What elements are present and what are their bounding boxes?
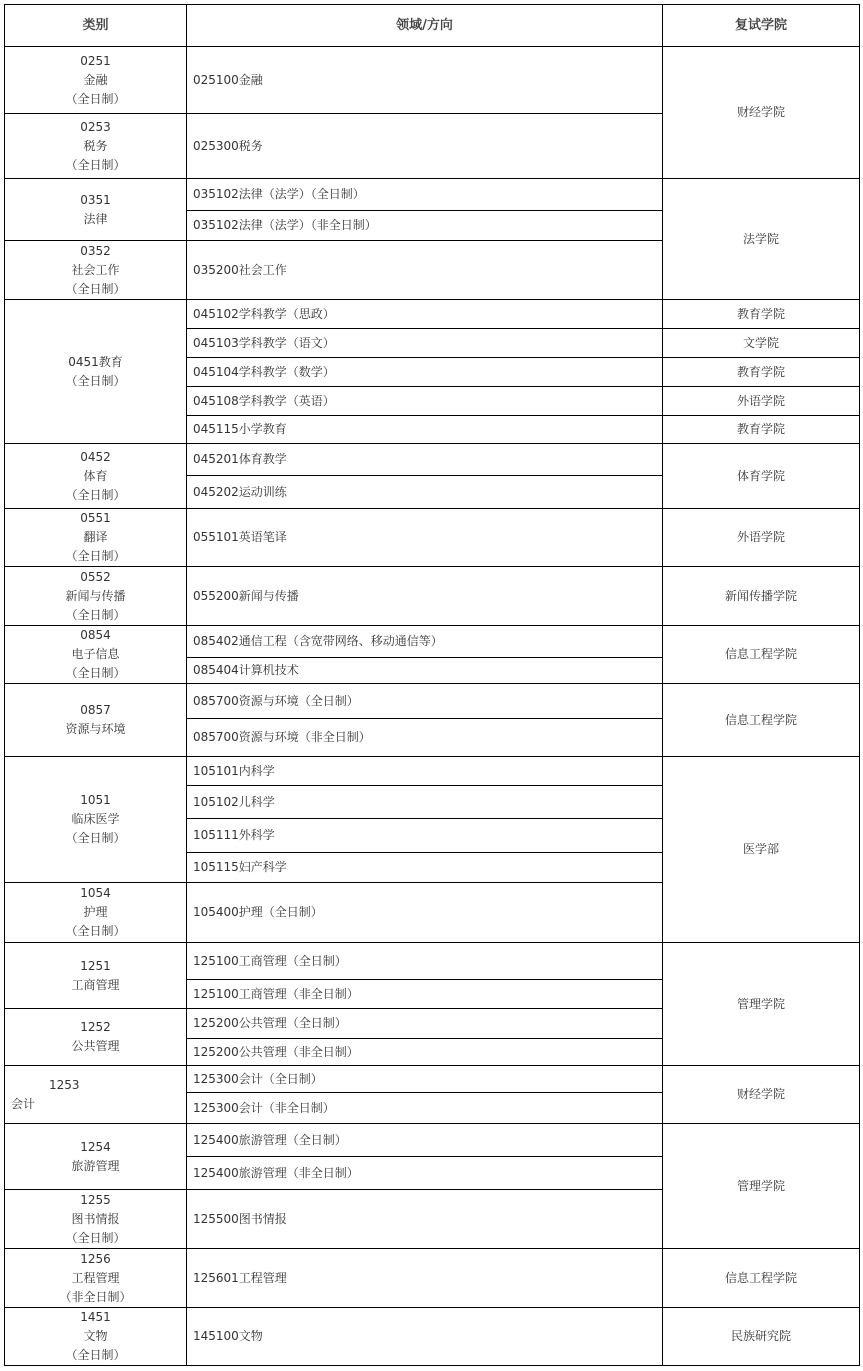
college-cell: 民族研究院 [663,1308,860,1366]
category-cell: 1251 工商管理 [5,943,187,1009]
table-row [5,444,860,476]
field-cell: 145100文物 [187,1308,663,1366]
field-cell: 035102法律（法学）（非全日制） [187,211,663,241]
college-cell: 管理学院 [663,1124,860,1249]
category-cell: 1054 护理 （全日制） [5,883,187,943]
header-category: 类别 [5,5,187,47]
field-cell: 045202运动训练 [187,476,663,509]
field-cell: 035102法律（法学）（全日制） [187,179,663,211]
field-cell: 035200社会工作 [187,241,663,300]
field-cell: 085404计算机技术 [187,658,663,684]
table-row [5,757,860,786]
college-cell: 教育学院 [663,416,860,444]
field-cell: 085700资源与环境（全日制） [187,684,663,719]
college-cell: 教育学院 [663,300,860,329]
field-cell: 025100金融 [187,47,663,114]
field-cell: 125300会计（非全日制） [187,1093,663,1124]
category-cell: 1051 临床医学 （全日制） [5,757,187,883]
category-cell: 1256 工程管理 （非全日制） [5,1249,187,1308]
header-college: 复试学院 [663,5,860,47]
field-cell: 085700资源与环境（非全日制） [187,719,663,757]
category-cell: 0352 社会工作 （全日制） [5,241,187,300]
category-cell: 0551 翻译 （全日制） [5,509,187,567]
field-cell: 125601工程管理 [187,1249,663,1308]
header-field: 领域/方向 [187,5,663,47]
table-row [5,47,860,114]
field-cell: 045201体育教学 [187,444,663,476]
field-cell: 105102儿科学 [187,786,663,819]
category-cell: 0451教育 （全日制） [5,300,187,444]
category-cell: 0351 法律 [5,179,187,241]
field-cell: 125500图书情报 [187,1190,663,1249]
field-cell: 045108学科教学（英语） [187,387,663,416]
category-cell: 0857 资源与环境 [5,684,187,757]
table-row [5,1308,860,1366]
college-cell: 体育学院 [663,444,860,509]
field-cell: 055200新闻与传播 [187,567,663,626]
field-cell: 045102学科教学（思政） [187,300,663,329]
field-cell: 045103学科教学（语文） [187,329,663,358]
category-cell: 0251 金融 （全日制） [5,47,187,114]
field-cell: 045104学科教学（数学） [187,358,663,387]
college-cell: 文学院 [663,329,860,358]
header-row [5,5,860,47]
field-cell: 055101英语笔译 [187,509,663,567]
college-cell: 新闻传播学院 [663,567,860,626]
field-cell: 125100工商管理（非全日制） [187,980,663,1009]
field-cell: 105101内科学 [187,757,663,786]
field-cell: 105115妇产科学 [187,853,663,883]
college-cell: 信息工程学院 [663,626,860,684]
field-cell: 125400旅游管理（全日制） [187,1124,663,1157]
field-cell: 025300税务 [187,114,663,179]
college-cell: 外语学院 [663,509,860,567]
college-cell: 信息工程学院 [663,684,860,757]
table-row [5,1066,860,1093]
college-cell: 管理学院 [663,943,860,1066]
college-cell: 教育学院 [663,358,860,387]
field-cell: 125300会计（全日制） [187,1066,663,1093]
table-row [5,179,860,211]
category-cell: 1451 文物 （全日制） [5,1308,187,1366]
category-cell: 1252 公共管理 [5,1009,187,1066]
college-cell: 法学院 [663,179,860,300]
field-cell: 085402通信工程（含宽带网络、移动通信等） [187,626,663,658]
table-row [5,1249,860,1308]
college-cell: 财经学院 [663,1066,860,1124]
category-cell: 0552 新闻与传播 （全日制） [5,567,187,626]
category-cell: 1255 图书情报 （全日制） [5,1190,187,1249]
table-row [5,943,860,980]
field-cell: 105111外科学 [187,819,663,853]
category-cell: 0452 体育 （全日制） [5,444,187,509]
programs-table [4,4,860,1366]
category-cell: 1253 会计 [5,1066,187,1124]
field-cell: 125200公共管理（全日制） [187,1009,663,1039]
table-row [5,300,860,329]
category-cell: 0854 电子信息 （全日制） [5,626,187,684]
college-cell: 信息工程学院 [663,1249,860,1308]
field-cell: 125100工商管理（全日制） [187,943,663,980]
field-cell: 045115小学教育 [187,416,663,444]
table-row [5,684,860,719]
table-row [5,1124,860,1157]
college-cell: 医学部 [663,757,860,943]
table-row [5,509,860,567]
category-cell: 1254 旅游管理 [5,1124,187,1190]
category-cell: 0253 税务 （全日制） [5,114,187,179]
college-cell: 外语学院 [663,387,860,416]
table-row [5,567,860,626]
table-row [5,626,860,658]
college-cell: 财经学院 [663,47,860,179]
field-cell: 125200公共管理（非全日制） [187,1039,663,1066]
field-cell: 125400旅游管理（非全日制） [187,1157,663,1190]
field-cell: 105400护理（全日制） [187,883,663,943]
